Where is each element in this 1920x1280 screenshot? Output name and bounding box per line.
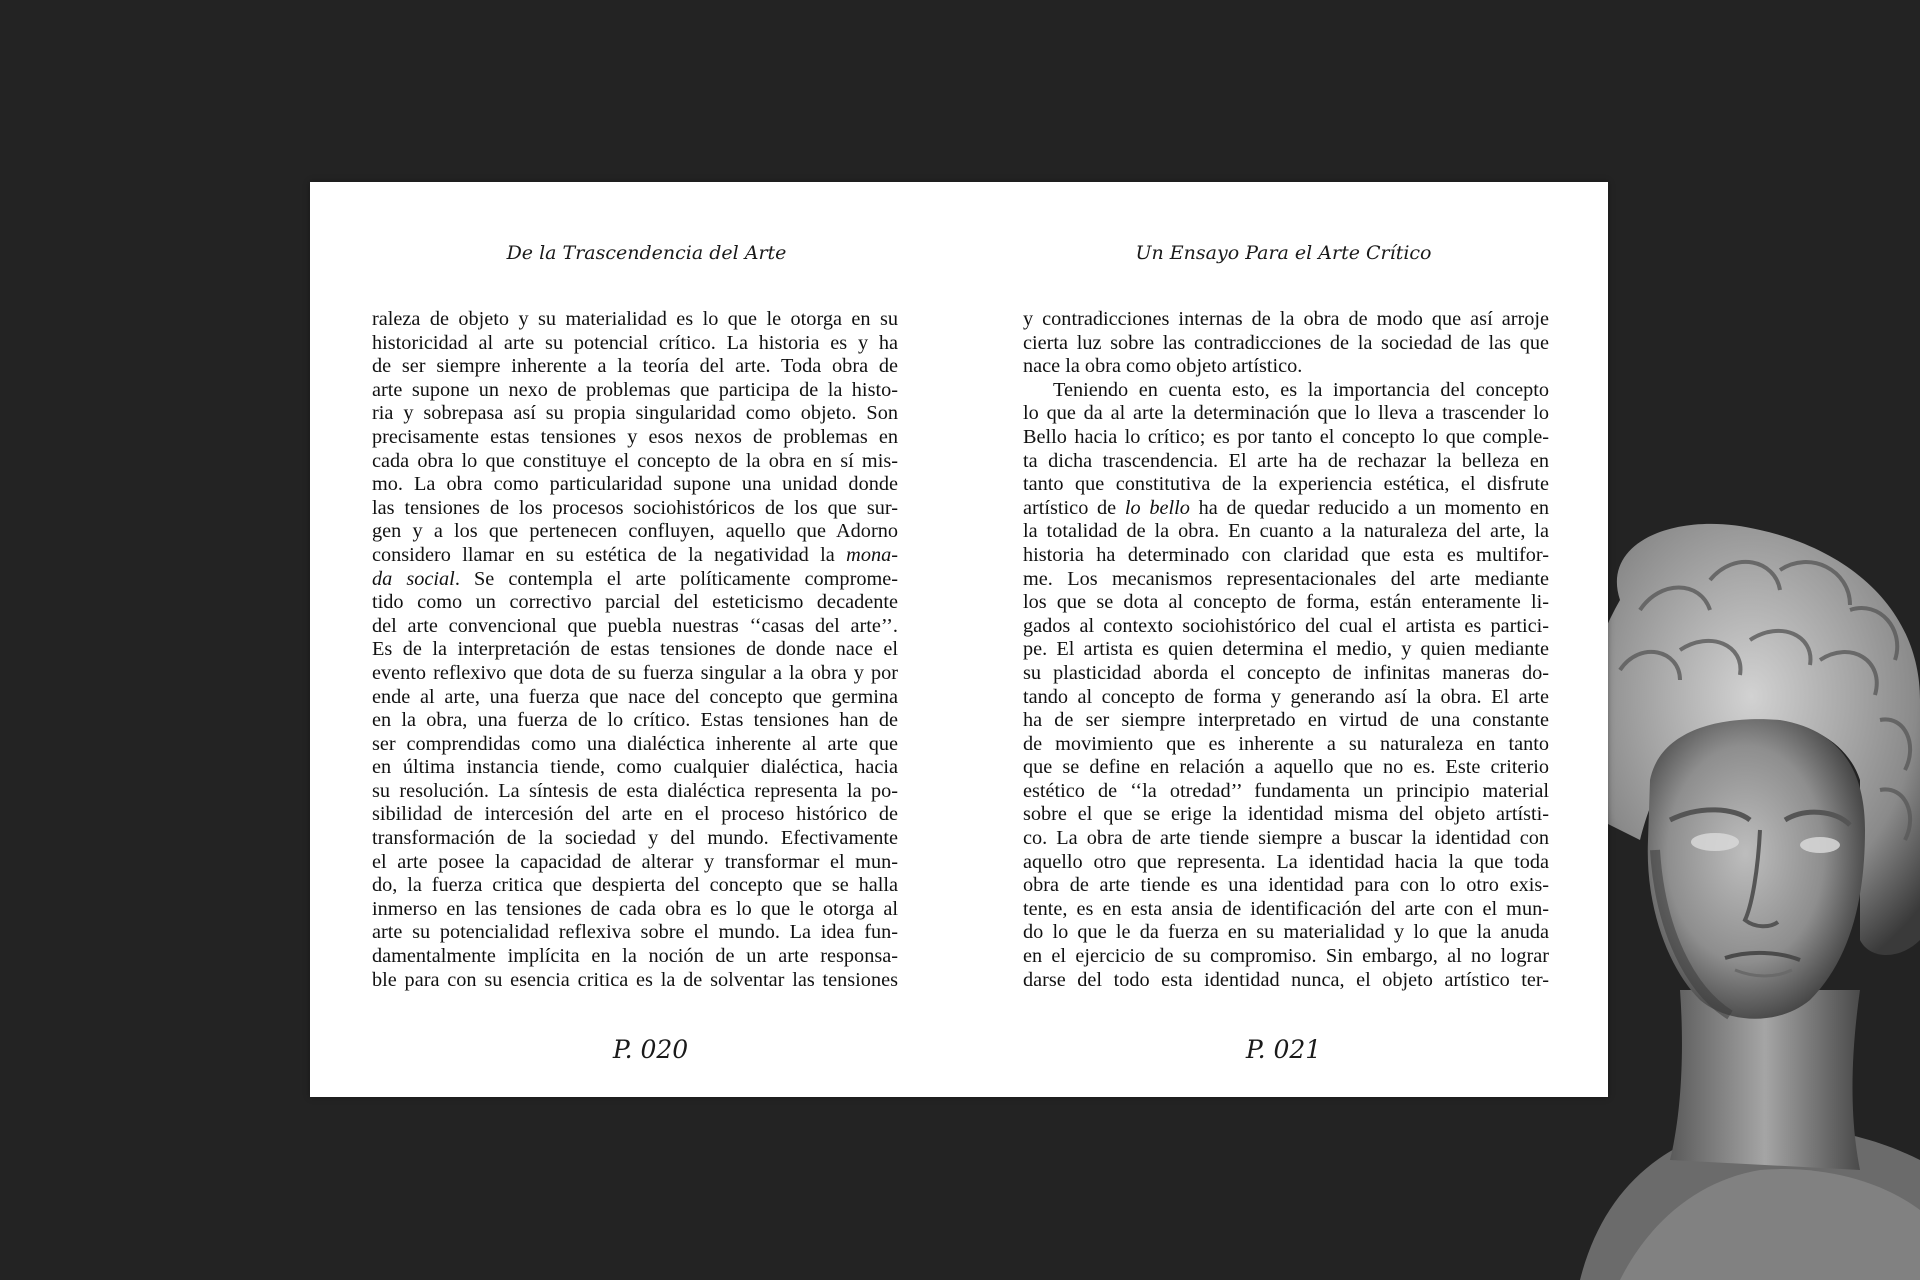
book-spread bbox=[310, 182, 1608, 1097]
text-line: Es de la interpretación de estas tensiones de donde nace el bbox=[372, 638, 898, 661]
text-line: artístico de lo bello ha de quedar reducido a un momento en bbox=[1023, 496, 1549, 519]
text-line: tente, es en esta ansia de identificación del arte con el mun- bbox=[1023, 897, 1549, 920]
left-running-head: De la Trascendencia del Arte bbox=[506, 242, 787, 264]
text-line: lo que da al arte la determinación que lo lleva a trascender lo bbox=[1023, 402, 1549, 425]
text-line: sibilidad de intercesión del arte en el proceso histórico de bbox=[372, 803, 898, 826]
text-line: gen y a los que pertenecen confluyen, aquello que Adorno bbox=[372, 520, 898, 543]
text-line: que se define en relación a aquello que no es. Este criterio bbox=[1023, 756, 1549, 779]
text-line: inmerso en las tensiones de cada obra es lo que le otorga al bbox=[372, 897, 898, 920]
text-line: historicidad al arte su potencial crítico. La historia es y ha bbox=[372, 331, 898, 354]
left-page bbox=[310, 182, 959, 1097]
text-line: ta dicha trascendencia. El arte ha de rechazar la belleza en bbox=[1023, 449, 1549, 472]
text-line: tido como un correctivo parcial del esteticismo decadente bbox=[372, 591, 898, 614]
text-line: del arte convencional que puebla nuestras ‘‘casas del arte’’. bbox=[372, 614, 898, 637]
text-line: me. Los mecanismos representacionales del arte mediante bbox=[1023, 567, 1549, 590]
text-line: arte su potencialidad reflexiva sobre el mundo. La idea fun- bbox=[372, 921, 898, 944]
text-line: do lo que le da fuerza en su materialidad y lo que la anuda bbox=[1023, 921, 1549, 944]
text-line: obra de arte tiende es una identidad para con lo otro exis- bbox=[1023, 874, 1549, 897]
text-line: pe. El artista es quien determina el medio, y quien mediante bbox=[1023, 638, 1549, 661]
text-line: y contradicciones internas de la obra de modo que así arroje bbox=[1023, 308, 1549, 330]
right-body-text bbox=[1023, 308, 1549, 992]
text-line: Bello hacia lo crítico; es por tanto el concepto lo que comple- bbox=[1023, 425, 1549, 448]
text-line: transformación de la sociedad y del mundo. Efectivamente bbox=[372, 827, 898, 850]
text-line: historia ha determinado con claridad que esta es multifor- bbox=[1023, 543, 1549, 566]
text-line: co. La obra de arte tiende siempre a buscar la identidad con bbox=[1023, 827, 1549, 850]
text-line: gados al contexto sociohistórico del cual el artista es partici- bbox=[1023, 614, 1549, 637]
text-line: de ser siempre inherente a la teoría del arte. Toda obra de bbox=[372, 355, 898, 378]
left-page-number: P. 020 bbox=[612, 1035, 689, 1064]
text-line: su resolución. La síntesis de esta dialéctica representa la po- bbox=[372, 779, 898, 802]
text-line: en el ejercicio de su compromiso. Sin embargo, al no lograr bbox=[1023, 945, 1549, 968]
text-line: da social. Se contempla el arte políticamente comprome- bbox=[372, 567, 899, 590]
text-line: aquello otro que representa. La identidad hacia la que toda bbox=[1023, 850, 1549, 873]
text-line: do, la fuerza critica que despierta del concepto que se halla bbox=[372, 874, 898, 897]
text-line: ser comprendidas como una dialéctica inherente al arte que bbox=[372, 732, 898, 755]
text-line: tando al concepto de forma y generando así la obra. El arte bbox=[1023, 685, 1549, 708]
text-line: el arte posee la capacidad de alterar y transformar el mun- bbox=[372, 850, 898, 873]
text-line: estético de ‘‘la otredad’’ fundamenta un principio material bbox=[1023, 779, 1549, 802]
text-line: su plasticidad aborda el concepto de infinitas maneras do- bbox=[1023, 661, 1549, 684]
text-line: evento reflexivo que dota de su fuerza singular a la obra y por bbox=[372, 661, 898, 684]
text-line: ria y sobrepasa así su propia singularidad como objeto. Son bbox=[372, 402, 898, 425]
text-line: raleza de objeto y su materialidad es lo que le otorga en su bbox=[372, 308, 898, 330]
text-line: cada obra lo que constituye el concepto de la obra en sí mis- bbox=[372, 449, 898, 472]
text-line: de movimiento que es inherente a su naturaleza en tanto bbox=[1023, 732, 1549, 755]
text-line: ha de ser siempre interpretado en virtud de una constante bbox=[1023, 709, 1549, 732]
right-running-head: Un Ensayo Para el Arte Crítico bbox=[1135, 242, 1432, 264]
text-line: sobre el que se erige la identidad misma del objeto artísti- bbox=[1023, 803, 1549, 826]
text-line: las tensiones de los procesos sociohistóricos de los que sur- bbox=[372, 496, 898, 519]
text-line: cierta luz sobre las contradicciones de la sociedad de las que bbox=[1023, 331, 1549, 354]
text-line: los que se dota al concepto de forma, están enteramente li- bbox=[1023, 591, 1549, 614]
text-line: en última instancia tiende, como cualquier dialéctica, hacia bbox=[372, 756, 898, 779]
left-body-text bbox=[372, 308, 898, 992]
text-line: Teniendo en cuenta esto, es la importancia del concepto bbox=[1053, 378, 1549, 401]
text-line: ble para con su esencia critica es la de solventar las tensiones bbox=[372, 968, 898, 991]
text-line: la totalidad de la obra. En cuanto a la naturaleza del arte, la bbox=[1023, 520, 1549, 543]
text-line: considero llamar en su estética de la negatividad la mona- bbox=[372, 543, 898, 566]
text-line: nace la obra como objeto artístico. bbox=[1023, 355, 1303, 378]
right-page bbox=[959, 182, 1608, 1097]
text-line: mo. La obra como particularidad supone una unidad donde bbox=[372, 473, 898, 496]
text-line: damentalmente implícita en la noción de un arte responsa- bbox=[372, 945, 898, 968]
marble-bust-image bbox=[1560, 520, 1920, 1280]
text-line: en la obra, una fuerza de lo crítico. Estas tensiones han de bbox=[372, 709, 898, 732]
right-page-number: P. 021 bbox=[1245, 1035, 1322, 1064]
text-line: ende al arte, una fuerza que nace del concepto que germina bbox=[372, 685, 898, 708]
text-line: darse del todo esta identidad nunca, el objeto artístico ter- bbox=[1023, 968, 1549, 991]
text-line: arte supone un nexo de problemas que participa de la histo- bbox=[372, 378, 898, 401]
text-line: tanto que constitutiva de la experiencia estética, el disfrute bbox=[1023, 473, 1549, 496]
text-line: precisamente estas tensiones y esos nexos de problemas en bbox=[372, 425, 898, 448]
